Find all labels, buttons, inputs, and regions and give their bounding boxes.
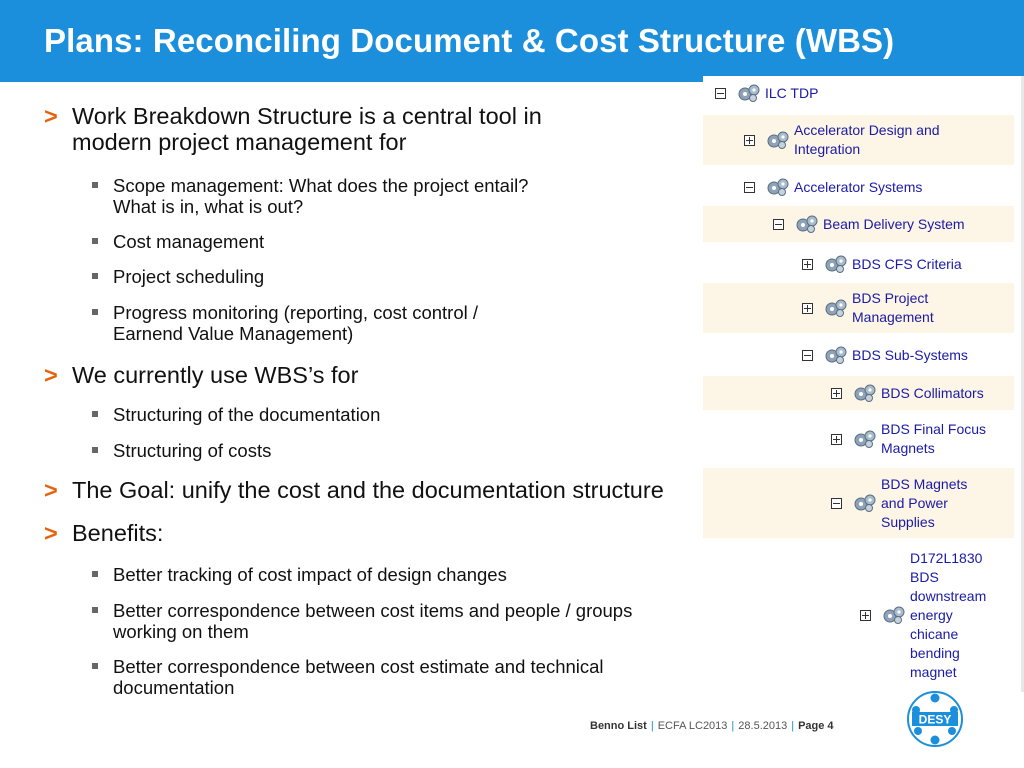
tree-node-label-line: Accelerator Systems <box>794 178 923 195</box>
wbs-tree-panel <box>703 76 1021 692</box>
tree-node-label-line: BDS Final Focus <box>881 421 987 437</box>
bullet-marker: > <box>44 103 58 129</box>
tree-node-label-line: BDS Sub-Systems <box>852 346 968 363</box>
tree-node[interactable] <box>703 206 1014 242</box>
tree-node-label[interactable] <box>823 215 965 234</box>
square-bullet-icon <box>92 182 98 188</box>
tree-collapse-icon[interactable] <box>802 350 813 361</box>
bullet-marker: > <box>44 362 58 388</box>
tree-node-label-line: downstream <box>910 587 987 604</box>
tree-node-label-line: magnet <box>910 663 957 680</box>
tree-node-label[interactable] <box>881 475 967 532</box>
sub-bullet-text: Cost management <box>113 231 265 252</box>
square-bullet-icon <box>92 273 98 279</box>
gear-cluster-icon <box>824 298 848 318</box>
tree-node-label-line: energy <box>910 606 953 623</box>
tree-collapse-icon[interactable] <box>831 498 842 509</box>
footer-separator: | <box>791 720 795 732</box>
tree-collapse-icon[interactable] <box>744 182 755 193</box>
sub-bullet-text: Scope management: What does the project entail? What is in, what is out? <box>113 175 529 217</box>
sub-bullet-text: Structuring of costs <box>113 440 272 461</box>
sub-bullet-text: Better correspondence between cost items and people / groups working on them <box>113 600 633 642</box>
gear-cluster-icon <box>853 429 877 449</box>
sub-bullet-text: Progress monitoring (reporting, cost control / Earnend Value Management) <box>113 302 479 344</box>
footer-date: 28.5.2013 <box>738 720 788 732</box>
page-title: Plans: Reconciling Document & Cost Structure (WBS) <box>44 22 895 59</box>
footer-separator: | <box>731 720 735 732</box>
tree-node-label-line: chicane <box>910 625 959 642</box>
footer-separator: | <box>650 720 654 732</box>
bullet-text: The Goal: unify the cost and the documentation structure <box>72 477 664 503</box>
gear-cluster-icon <box>766 177 790 197</box>
svg-text:DESY: DESY <box>918 712 952 727</box>
bullet-text: Benefits: <box>72 520 164 546</box>
footer-event: ECFA LC2013 <box>657 720 728 732</box>
sub-bullet-text: Structuring of the documentation <box>113 404 381 425</box>
square-bullet-icon <box>92 447 98 453</box>
square-bullet-icon <box>92 309 98 315</box>
tree-node-label-line: BDS Magnets <box>881 475 968 492</box>
gear-cluster-icon <box>766 130 790 150</box>
gear-cluster-icon <box>824 254 848 274</box>
tree-node-label-line: BDS <box>910 568 939 585</box>
tree-node-label-line: Management <box>852 309 934 325</box>
footer <box>590 720 834 732</box>
gear-cluster-icon <box>853 383 877 403</box>
footer-page: Page 4 <box>798 720 834 732</box>
sub-bullet-text: Project scheduling <box>113 266 265 287</box>
title-bar <box>0 0 1024 82</box>
tree-expand-icon[interactable] <box>831 388 842 399</box>
tree-node-label[interactable] <box>881 420 986 458</box>
footer-author: Benno List <box>590 720 647 732</box>
tree-node[interactable] <box>703 542 1014 688</box>
tree-node-label-line: bending <box>910 644 960 661</box>
tree-expand-icon[interactable] <box>744 135 755 146</box>
tree-node[interactable] <box>703 170 1014 204</box>
square-bullet-icon <box>92 607 98 613</box>
tree-node-label-line: and Power <box>881 494 948 511</box>
tree-node-label[interactable] <box>794 178 922 197</box>
tree-node-label[interactable] <box>852 289 934 327</box>
tree-node-label[interactable] <box>852 346 968 365</box>
gear-cluster-icon <box>853 493 877 513</box>
gear-cluster-icon <box>737 83 761 103</box>
square-bullet-icon <box>92 238 98 244</box>
tree-node[interactable] <box>703 376 1014 410</box>
tree-node-label-line: ILC TDP <box>765 84 819 101</box>
tree-node-label-line: D172L1830 <box>910 549 983 566</box>
tree-node[interactable] <box>703 115 1014 165</box>
gear-cluster-icon <box>795 214 819 234</box>
tree-node-label-line: Accelerator Design and <box>794 122 940 138</box>
tree-node-label-line: Magnets <box>881 440 935 456</box>
tree-node[interactable] <box>703 413 1014 465</box>
tree-node-label[interactable] <box>765 84 818 103</box>
tree-collapse-icon[interactable] <box>773 219 784 230</box>
tree-node[interactable] <box>703 283 1014 333</box>
tree-node-label-line: BDS Collimators <box>881 384 984 401</box>
square-bullet-icon <box>92 571 98 577</box>
tree-expand-icon[interactable] <box>860 610 871 621</box>
tree-node-label-line: Supplies <box>881 513 935 530</box>
tree-expand-icon[interactable] <box>831 434 842 445</box>
bullet-text: We currently use WBS’s for <box>72 362 359 388</box>
tree-expand-icon[interactable] <box>802 303 813 314</box>
tree-node-label-line: BDS Project <box>852 290 929 306</box>
tree-node[interactable] <box>703 246 1014 282</box>
square-bullet-icon <box>92 663 98 669</box>
tree-node[interactable] <box>703 338 1014 372</box>
desy-logo <box>906 690 964 748</box>
tree-node-label-line: BDS CFS Criteria <box>852 255 962 272</box>
tree-node-label-line: Beam Delivery System <box>823 215 965 232</box>
square-bullet-icon <box>92 411 98 417</box>
tree-node-label[interactable] <box>881 384 984 403</box>
sub-bullet-text: Better tracking of cost impact of design changes <box>113 564 507 585</box>
bullet-marker: > <box>44 520 58 546</box>
tree-node-label[interactable] <box>852 255 962 274</box>
tree-collapse-icon[interactable] <box>715 88 726 99</box>
bullet-text: Work Breakdown Structure is a central tool in modern project management for <box>72 103 542 155</box>
tree-node-label-line: Integration <box>794 141 861 157</box>
tree-expand-icon[interactable] <box>802 259 813 270</box>
tree-node[interactable] <box>703 76 1014 110</box>
bullet-marker: > <box>44 477 58 503</box>
gear-cluster-icon <box>824 345 848 365</box>
tree-node-label[interactable] <box>910 549 986 682</box>
gear-cluster-icon <box>882 605 906 625</box>
tree-node-label[interactable] <box>794 121 940 159</box>
sub-bullet-text: Better correspondence between cost estimate and technical documentation <box>113 656 604 698</box>
tree-node[interactable] <box>703 468 1014 538</box>
